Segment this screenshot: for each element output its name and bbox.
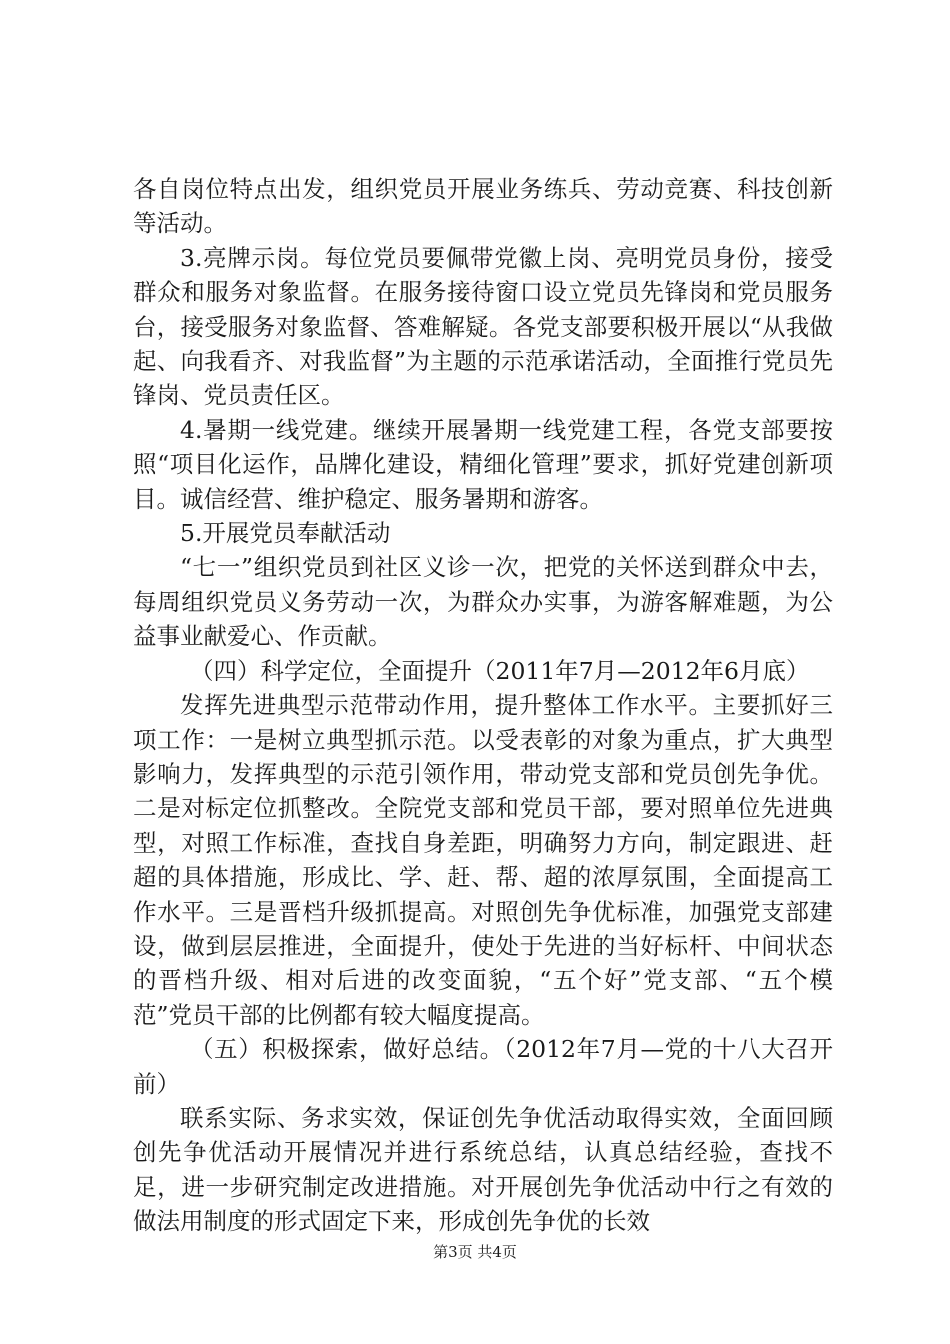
section-heading-4: （四）科学定位，全面提升（2011年7月—2012年6月底） — [190, 656, 810, 685]
document-body — [133, 172, 833, 1239]
page-number-footer: 第3页 共4页 — [433, 1243, 517, 1261]
paragraph-item-3: 3.亮牌示岗。每位党员要佩带党徽上岗、亮明党员身份，接受群众和服务对象监督。在服务接待窗口设立党员先锋岗和党员服务台，接受服务对象监督、答难解疑。各党支部要积极开展以“从我做起、向我看齐、对我监督”为主题的示范承诺活动，全面推行党员先锋岗、党员责任区。 — [133, 243, 833, 410]
section-heading-5: （五）积极探索，做好总结。（2012年7月—党的十八大召开前） — [133, 1035, 833, 1098]
paragraph-section-5-body: 联系实际、务求实效，保证创先争优活动取得实效，全面回顾创先争优活动开展情况并进行系统总结，认真总结经验，查找不足，进一步研究制定改进措施。对开展创先争优活动中行之有效的做法用制度的形式固定下来，形成创先争优的长效 — [133, 1103, 833, 1236]
paragraph-item-5-heading: 5.开展党员奉献活动 — [180, 519, 391, 548]
paragraph-continuation: 各自岗位特点出发，组织党员开展业务练兵、劳动竞赛、科技创新等活动。 — [133, 175, 833, 238]
paragraph-section-4-body: 发挥先进典型示范带动作用，提升整体工作水平。主要抓好三项工作：一是树立典型抓示范。以受表彰的对象为重点，扩大典型影响力，发挥典型的示范引领作用，带动党支部和党员创先争优。二是对标定位抓整改。全院党支部和党员干部，要对照单位先进典型，对照工作标准，查找自身差距，明确努力方向，制定跟进、赶超的具体措施，形成比、学、赶、帮、超的浓厚氛围，全面提高工作水平。三是晋档升级抓提高。对照创先争优标准，加强党支部建设，做到层层推进，全面提升，使处于先进的当好标杆、中间状态的晋档升级、相对后进的改变面貌，“五个好”党支部、“五个模范”党员干部的比例都有较大幅度提高。 — [133, 691, 833, 1029]
paragraph-item-5-body: “七一”组织党员到社区义诊一次，把党的关怀送到群众中去，每周组织党员义务劳动一次，为群众办实事，为游客解难题，为公益事业献爱心、作贡献。 — [133, 553, 833, 651]
paragraph-item-4: 4.暑期一线党建。继续开展暑期一线党建工程，各党支部要按照“项目化运作，品牌化建设，精细化管理”要求，抓好党建创新项目。诚信经营、维护稳定、服务暑期和游客。 — [133, 415, 833, 513]
